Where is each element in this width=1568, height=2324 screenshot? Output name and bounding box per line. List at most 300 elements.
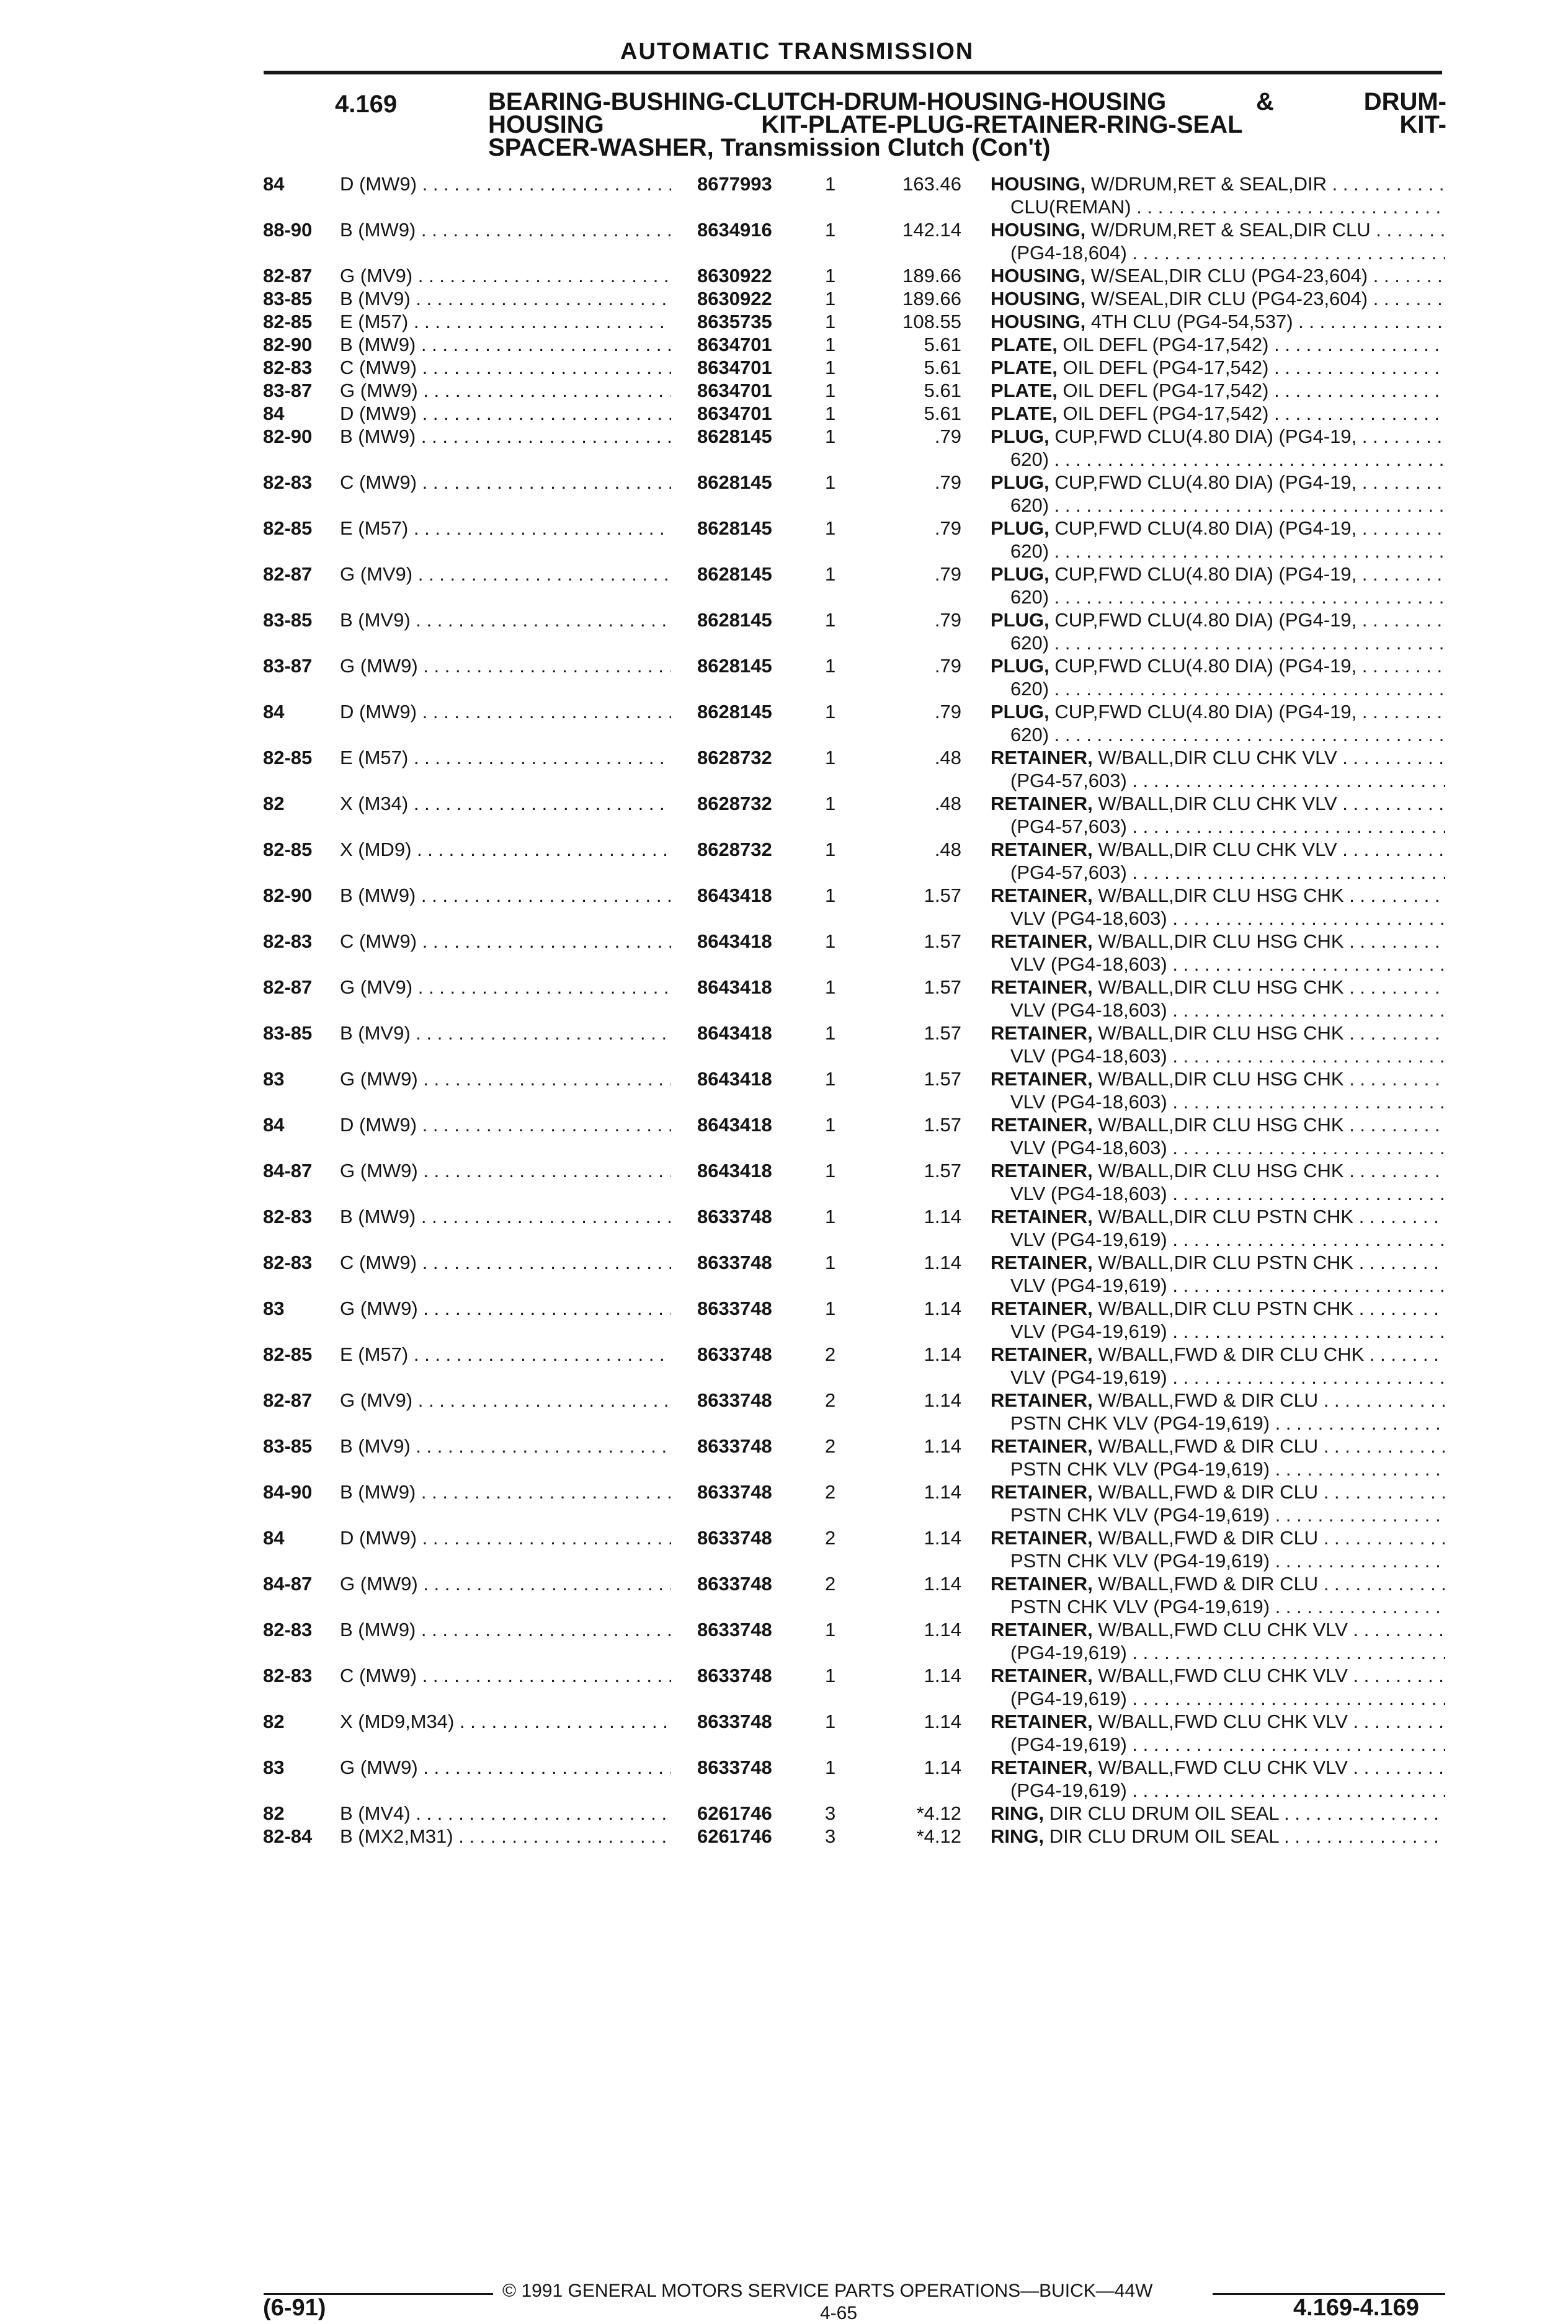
parts-row [0,976,1568,1022]
quantity: 1 [825,403,836,424]
model-code: B (MV9) . . . [340,287,671,310]
price: 1.14 [924,1252,961,1273]
description-line [991,1113,1445,1136]
description-line [991,333,1445,356]
part-detail: W/SEAL,DIR CLU (PG4-23,604) [1085,288,1368,309]
price: 1.57 [924,1068,961,1090]
part-number: 8643418 [697,1022,772,1044]
description [991,310,1445,333]
description [991,1572,1445,1618]
quantity: 2 [825,1481,836,1503]
part-name: RETAINER, [991,1756,1093,1778]
description [991,976,1445,1022]
quantity: 1 [825,265,836,287]
model-code: B (MV9) . . . [340,1022,671,1044]
description [991,608,1445,654]
quantity: 2 [825,1435,836,1457]
description-continuation: VLV (PG4-18,603) . . . [991,953,1445,976]
part-name: RETAINER, [991,1435,1093,1457]
price: 1.14 [924,1756,961,1778]
year-range: 82-83 [263,1206,313,1227]
price: 5.61 [924,334,961,355]
price: 5.61 [924,403,961,424]
part-name: RETAINER, [991,1389,1093,1411]
model-code: B (MV4) . . . [340,1802,671,1825]
description-line [991,379,1445,402]
description [991,563,1445,608]
part-number: 8643418 [697,1068,772,1090]
model-code: C (MW9) . . . [340,930,671,953]
parts-row [0,654,1568,700]
parts-row [0,1159,1568,1205]
model-code: G (MW9) . . . [340,1067,671,1090]
part-name: PLUG, [991,425,1049,447]
part-number: 8628145 [697,701,772,723]
price: .48 [934,839,961,860]
description [991,700,1445,746]
part-name: RETAINER, [991,1252,1093,1273]
description-continuation: VLV (PG4-18,603) . . . [991,1044,1445,1067]
parts-row [0,1480,1568,1526]
part-number: 8628145 [697,425,772,447]
description-continuation: 620) . . . [991,585,1445,608]
part-name: PLUG, [991,517,1049,539]
part-detail: OIL DEFL (PG4-17,542) [1057,403,1269,424]
part-number: 8643418 [697,976,772,998]
description-continuation: 620) . . . [991,677,1445,700]
description-continuation: (PG4-19,619) . . . [991,1641,1445,1664]
quantity: 1 [825,1206,836,1227]
part-name: RING, [991,1825,1045,1847]
description-continuation: PSTN CHK VLV (PG4-19,619) . . . [991,1549,1445,1572]
quantity: 1 [825,425,836,447]
parts-row [0,172,1568,218]
description [991,1389,1445,1435]
parts-row [0,1251,1568,1297]
part-number: 8633748 [697,1389,772,1411]
model-code: B (MW9) . . . [340,425,671,448]
part-name: PLUG, [991,471,1049,493]
part-detail: CUP,FWD CLU(4.80 DIA) (PG4-19, [1049,609,1357,631]
description-line [991,1343,1445,1366]
description [991,379,1445,402]
description-line [991,471,1445,494]
part-name: PLATE, [991,380,1058,401]
year-range: 83-85 [263,1022,313,1044]
part-name: PLUG, [991,655,1049,677]
description [991,1159,1445,1205]
year-range: 83-85 [263,1435,313,1457]
year-range: 84-87 [263,1573,313,1595]
description-line [991,1618,1445,1641]
part-number: 8633748 [697,1481,772,1503]
year-range: 82-85 [263,1343,313,1365]
part-number: 6261746 [697,1802,772,1824]
part-number: 8633748 [697,1298,772,1319]
model-code: G (MV9) . . . [340,563,671,585]
part-name: RETAINER, [991,1573,1093,1595]
price: 1.57 [924,1160,961,1182]
quantity: 1 [825,884,836,906]
description-continuation: 620) . . . [991,723,1445,746]
parts-row [0,1802,1568,1825]
year-range: 82-90 [263,425,313,447]
model-code: G (MW9) . . . [340,379,671,402]
part-number: 8628145 [697,655,772,677]
parts-row [0,379,1568,402]
parts-row [0,264,1568,287]
quantity: 1 [825,839,836,860]
description-continuation: PSTN CHK VLV (PG4-19,619) . . . [991,1595,1445,1618]
part-number: 8633748 [697,1756,772,1778]
description [991,1435,1445,1480]
description [991,172,1445,218]
part-name: RETAINER, [991,930,1093,952]
description [991,1480,1445,1526]
description-continuation: (PG4-57,603) . . . [991,769,1445,792]
description [991,402,1445,425]
model-code: E (M57) . . . [340,517,671,540]
quantity: 1 [825,1160,836,1182]
year-range: 82-83 [263,1665,313,1686]
quantity: 1 [825,701,836,723]
part-detail: W/BALL,DIR CLU HSG CHK [1092,1068,1344,1090]
part-number: 8634701 [697,380,772,401]
part-detail: W/BALL,FWD & DIR CLU [1092,1481,1319,1503]
part-detail: W/BALL,DIR CLU CHK VLV [1092,839,1337,860]
part-number: 8634916 [697,219,772,241]
price: 1.14 [924,1435,961,1457]
description [991,1251,1445,1297]
part-number: 8634701 [697,357,772,378]
group-title-line: HOUSING KIT-PLATE-PLUG-RETAINER-RING-SEAL KIT- [488,111,1446,138]
description-continuation: VLV (PG4-18,603) . . . [991,907,1445,930]
year-range: 84 [263,701,285,723]
price: .79 [934,425,961,447]
parts-row [0,1297,1568,1343]
description-continuation: (PG4-19,619) . . . [991,1779,1445,1802]
model-code: C (MW9) . . . [340,356,671,379]
price: .79 [934,517,961,539]
description [991,930,1445,976]
year-range: 83 [263,1068,285,1090]
parts-row [0,425,1568,471]
year-range: 84-90 [263,1481,313,1503]
price: 1.14 [924,1481,961,1503]
part-name: RETAINER, [991,1711,1093,1732]
year-range: 82-87 [263,1389,313,1411]
part-name: HOUSING, [991,265,1086,287]
description-line [991,1435,1445,1458]
quantity: 1 [825,288,836,309]
model-code: G (MW9) . . . [340,1572,671,1595]
description-line [991,287,1445,310]
quantity: 3 [825,1825,836,1847]
description [991,1802,1445,1825]
description-line [991,930,1445,953]
part-number: 8633748 [697,1206,772,1227]
description [991,471,1445,517]
part-detail: W/BALL,DIR CLU CHK VLV [1092,793,1337,814]
section-title: AUTOMATIC TRANSMISSION [620,38,974,65]
part-detail: W/BALL,FWD & DIR CLU [1092,1435,1319,1457]
description [991,1022,1445,1067]
description-continuation: 620) . . . [991,448,1445,471]
description [991,1710,1445,1756]
description-continuation: CLU(REMAN) . . . [991,195,1445,218]
model-code: E (M57) . . . [340,746,671,769]
parts-row [0,1067,1568,1113]
year-range: 83-85 [263,609,313,631]
description-line [991,1205,1445,1228]
group-title [488,88,1446,161]
part-name: PLATE, [991,403,1058,424]
part-number: 8633748 [697,1435,772,1457]
part-detail: W/BALL,FWD & DIR CLU CHK [1092,1343,1365,1365]
part-detail: W/DRUM,RET & SEAL,DIR [1085,173,1327,195]
year-range: 82-85 [263,747,313,768]
description-line [991,402,1445,425]
price: 1.57 [924,884,961,906]
part-number: 8633748 [697,1573,772,1595]
quantity: 1 [825,1711,836,1732]
parts-row [0,792,1568,838]
price: .48 [934,747,961,768]
description-continuation: VLV (PG4-19,619) . . . [991,1228,1445,1251]
parts-row [0,333,1568,356]
part-detail: OIL DEFL (PG4-17,542) [1057,357,1269,378]
model-code: B (MX2,M31) . . . [340,1825,671,1848]
price: .48 [934,793,961,814]
parts-list [0,172,1568,1848]
footer-date: (6-91) [263,2295,326,2321]
price: 108.55 [902,311,961,332]
part-number: 8635735 [697,311,772,332]
year-range: 82-85 [263,311,313,332]
year-range: 84 [263,1527,285,1549]
part-detail: W/BALL,DIR CLU PSTN CHK [1092,1298,1354,1319]
description [991,517,1445,563]
quantity: 2 [825,1527,836,1549]
description-line [991,700,1445,723]
description-line [991,1710,1445,1733]
quantity: 1 [825,747,836,768]
description [991,1664,1445,1710]
part-number: 8633748 [697,1619,772,1641]
description-continuation: VLV (PG4-18,603) . . . [991,1090,1445,1113]
price: 5.61 [924,380,961,401]
quantity: 1 [825,1022,836,1044]
model-code: G (MW9) . . . [340,1756,671,1779]
part-number: 8633748 [697,1527,772,1549]
part-number: 8628732 [697,793,772,814]
part-detail: CUP,FWD CLU(4.80 DIA) (PG4-19, [1049,517,1357,539]
part-name: HOUSING, [991,311,1086,332]
part-name: PLATE, [991,357,1058,378]
parts-row [0,1664,1568,1710]
price: 1.57 [924,1022,961,1044]
year-range: 84 [263,403,285,424]
model-code: C (MW9) . . . [340,1251,671,1274]
description-line [991,1480,1445,1503]
description [991,333,1445,356]
description-line [991,608,1445,631]
header-rule [264,71,1442,74]
part-number: 8634701 [697,403,772,424]
quantity: 2 [825,1389,836,1411]
parts-row [0,1756,1568,1802]
description [991,792,1445,838]
part-name: HOUSING, [991,219,1086,241]
model-code: D (MW9) . . . [340,1113,671,1136]
part-name: PLUG, [991,563,1049,585]
description-continuation: (PG4-57,603) . . . [991,815,1445,838]
quantity: 1 [825,517,836,539]
description [991,218,1445,264]
parts-row [0,1343,1568,1389]
description-continuation: PSTN CHK VLV (PG4-19,619) . . . [991,1412,1445,1435]
description-line [991,746,1445,769]
model-code: D (MW9) . . . [340,172,671,195]
quantity: 1 [825,1665,836,1686]
year-range: 88-90 [263,219,313,241]
model-code: G (MV9) . . . [340,976,671,999]
description-continuation: PSTN CHK VLV (PG4-19,619) . . . [991,1458,1445,1480]
quantity: 2 [825,1343,836,1365]
year-range: 83-87 [263,655,313,677]
part-detail: W/BALL,DIR CLU PSTN CHK [1092,1206,1354,1227]
price: 1.14 [924,1619,961,1641]
price: .79 [934,701,961,723]
description-line [991,218,1445,241]
parts-row [0,838,1568,884]
description [991,1343,1445,1389]
description-continuation: VLV (PG4-18,603) . . . [991,1182,1445,1205]
parts-row [0,1389,1568,1435]
part-name: RETAINER, [991,1481,1093,1503]
part-name: HOUSING, [991,173,1086,195]
parts-row [0,700,1568,746]
description-line [991,884,1445,907]
description [991,1618,1445,1664]
description-continuation: VLV (PG4-19,619) . . . [991,1366,1445,1389]
part-name: PLATE, [991,334,1058,355]
parts-row [0,1022,1568,1067]
description-continuation: VLV (PG4-18,603) . . . [991,999,1445,1022]
quantity: 1 [825,976,836,998]
part-number: 8643418 [697,1160,772,1182]
part-number: 8628732 [697,747,772,768]
model-code: B (MV9) . . . [340,608,671,631]
part-name: RETAINER, [991,1665,1093,1686]
description-line [991,172,1445,195]
model-code: X (MD9) . . . [340,838,671,861]
model-code: X (MD9,M34) . . . [340,1710,671,1733]
description-line [991,838,1445,861]
description-line [991,1159,1445,1182]
description [991,425,1445,471]
part-detail: DIR CLU DRUM OIL SEAL [1044,1825,1279,1847]
parts-row [0,517,1568,563]
description-continuation: VLV (PG4-19,619) . . . [991,1274,1445,1297]
parts-row [0,1710,1568,1756]
description [991,356,1445,379]
part-detail: W/BALL,DIR CLU PSTN CHK [1092,1252,1354,1273]
description [991,1205,1445,1251]
part-detail: W/BALL,FWD & DIR CLU [1092,1389,1319,1411]
parts-row [0,1618,1568,1664]
parts-row [0,930,1568,976]
description-continuation: 620) . . . [991,494,1445,517]
quantity: 1 [825,334,836,355]
model-code: B (MW9) . . . [340,218,671,241]
model-code: B (MW9) . . . [340,1480,671,1503]
description [991,1067,1445,1113]
part-detail: W/BALL,FWD CLU CHK VLV [1092,1756,1348,1778]
quantity: 1 [825,1068,836,1090]
price: 1.57 [924,976,961,998]
description-continuation: PSTN CHK VLV (PG4-19,619) . . . [991,1503,1445,1526]
part-number: 8628145 [697,563,772,585]
price: .79 [934,655,961,677]
footer-section-range: 4.169-4.169 [1293,2295,1419,2321]
year-range: 83 [263,1756,285,1778]
description [991,264,1445,287]
price: 5.61 [924,357,961,378]
part-name: HOUSING, [991,288,1086,309]
part-name: PLUG, [991,609,1049,631]
part-name: RETAINER, [991,1343,1093,1365]
parts-row [0,471,1568,517]
description-continuation: (PG4-19,619) . . . [991,1733,1445,1756]
part-detail: CUP,FWD CLU(4.80 DIA) (PG4-19, [1049,701,1357,723]
quantity: 1 [825,471,836,493]
part-number: 8634701 [697,334,772,355]
parts-row [0,1825,1568,1848]
part-name: RETAINER, [991,1206,1093,1227]
price: 142.14 [902,219,961,241]
description-line [991,1756,1445,1779]
parts-row [0,608,1568,654]
part-detail: W/BALL,DIR CLU HSG CHK [1092,884,1344,906]
description [991,1297,1445,1343]
part-detail: W/BALL,DIR CLU HSG CHK [1092,1160,1344,1182]
footer-page-number: 4-65 [820,2303,858,2323]
quantity: 1 [825,793,836,814]
part-number: 8643418 [697,884,772,906]
description-line [991,976,1445,999]
model-code: B (MW9) . . . [340,1618,671,1641]
price: 1.14 [924,1665,961,1686]
part-detail: W/BALL,DIR CLU HSG CHK [1092,1114,1344,1136]
part-detail: DIR CLU DRUM OIL SEAL [1044,1802,1279,1824]
description [991,1113,1445,1159]
quantity: 1 [825,563,836,585]
parts-row [0,884,1568,930]
model-code: D (MW9) . . . [340,1526,671,1549]
model-code: G (MW9) . . . [340,654,671,677]
quantity: 1 [825,357,836,378]
parts-row [0,310,1568,333]
year-range: 82-87 [263,563,313,585]
year-range: 82-87 [263,976,313,998]
part-name: RETAINER, [991,1022,1093,1044]
part-name: RETAINER, [991,793,1093,814]
price: .79 [934,471,961,493]
description-line [991,310,1445,333]
part-name: RETAINER, [991,1298,1093,1319]
description-continuation: 620) . . . [991,631,1445,654]
